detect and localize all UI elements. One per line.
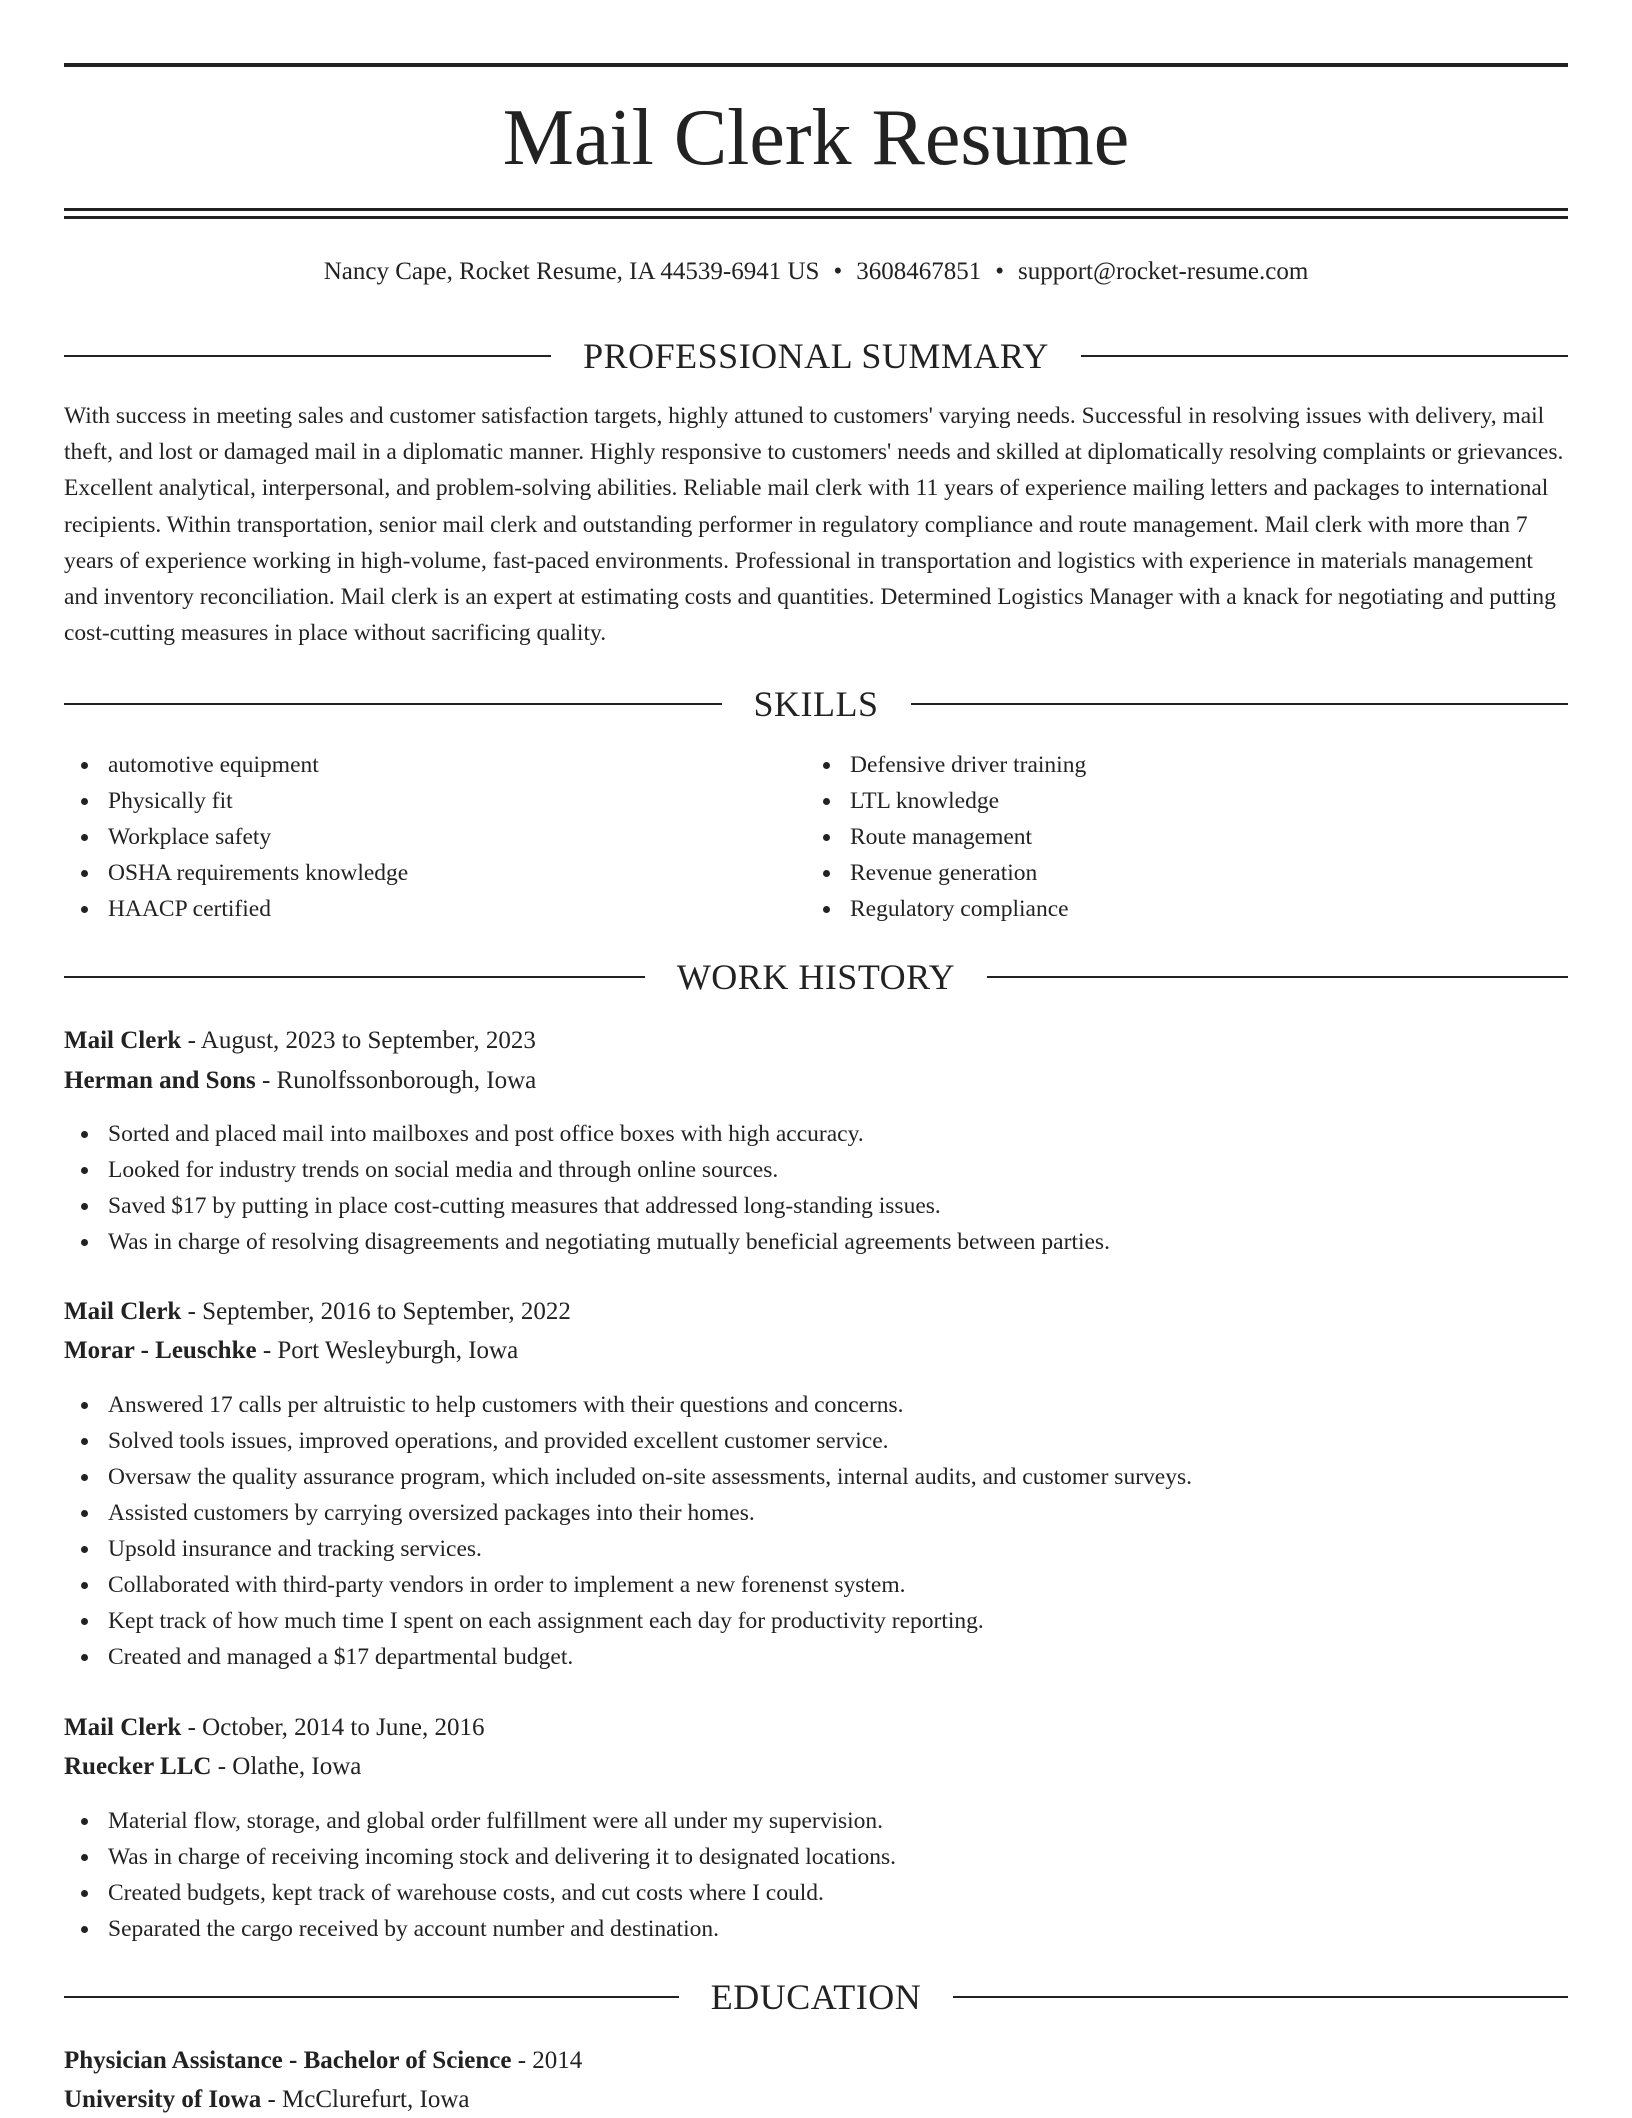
job-title: Mail Clerk (64, 1714, 182, 1741)
heading-rule-left (64, 703, 722, 705)
heading-rule-left (64, 1996, 679, 1998)
job-bullet: Was in charge of resolving disagreements and negotiating mutually beneficial agreements between parties. (64, 1224, 1568, 1260)
heading-rule-right (911, 703, 1569, 705)
contact-phone: 3608467851 (856, 258, 982, 285)
education-heading-label: EDUCATION (710, 1977, 922, 2017)
skill-item: Workplace safety (64, 819, 804, 855)
job-bullets (64, 1116, 1568, 1260)
job-bullets (64, 1803, 1568, 1947)
skills-list-left (64, 747, 804, 927)
education-degree-line (64, 2043, 582, 2079)
education-location: - McClurefurt, Iowa (261, 2086, 470, 2113)
job-bullet: Looked for industry trends on social media and through online sources. (64, 1152, 1568, 1188)
job-bullet: Kept track of how much time I spent on each assignment each day for productivity reporting. (64, 1603, 1568, 1639)
job-dates: - October, 2014 to June, 2016 (181, 1714, 485, 1741)
contact-separator: • (995, 258, 1004, 285)
heading-rule-left (64, 976, 645, 978)
job-bullet: Was in charge of receiving incoming stock and delivering it to designated locations. (64, 1839, 1568, 1875)
job-bullet: Created budgets, kept track of warehouse costs, and cut costs where I could. (64, 1875, 1568, 1911)
job-title-line (64, 1294, 571, 1330)
job-dates: - August, 2023 to September, 2023 (181, 1027, 536, 1054)
heading-rule-right (987, 976, 1568, 978)
job-bullet: Answered 17 calls per altruistic to help customers with their questions and concerns. (64, 1387, 1568, 1423)
education-heading (64, 1975, 1568, 2019)
job-title: Mail Clerk (64, 1027, 182, 1054)
work-history-heading-label: WORK HISTORY (676, 957, 956, 997)
job-title-line (64, 1023, 536, 1059)
job-location: - Port Wesleyburgh, Iowa (256, 1337, 519, 1364)
job-company-line (64, 1333, 518, 1369)
job-bullet: Upsold insurance and tracking services. (64, 1531, 1568, 1567)
heading-rule-right (953, 1996, 1568, 1998)
skill-item: HAACP certified (64, 891, 804, 927)
job-location: - Runolfssonborough, Iowa (255, 1067, 537, 1094)
skill-item: automotive equipment (64, 747, 804, 783)
resume-title: Mail Clerk Resume (502, 94, 1130, 182)
job-dates: - September, 2016 to September, 2022 (181, 1298, 571, 1325)
skill-item: Physically fit (64, 783, 804, 819)
job-bullet: Created and managed a $17 departmental budget. (64, 1639, 1568, 1675)
job-company: Herman and Sons (64, 1067, 256, 1094)
title-rule-upper (64, 208, 1568, 211)
job-bullet: Sorted and placed mail into mailboxes and post office boxes with high accuracy. (64, 1116, 1568, 1152)
skills-list-right (806, 747, 1546, 927)
contact-line (64, 254, 1568, 290)
skill-item: OSHA requirements knowledge (64, 855, 804, 891)
work-history-heading (64, 955, 1568, 999)
job-bullets (64, 1387, 1568, 1675)
job-bullet: Oversaw the quality assurance program, which included on-site assessments, internal audits, and customer surveys. (64, 1459, 1568, 1495)
skill-item: Regulatory compliance (806, 891, 1546, 927)
job-bullet: Saved $17 by putting in place cost-cutting measures that addressed long-standing issues. (64, 1188, 1568, 1224)
education-degree: Physician Assistance - Bachelor of Science (64, 2047, 512, 2074)
job-bullet: Assisted customers by carrying oversized packages into their homes. (64, 1495, 1568, 1531)
job-company: Morar - Leuschke (64, 1337, 257, 1364)
job-title-line (64, 1710, 484, 1746)
summary-heading (64, 334, 1568, 378)
education-school: University of Iowa (64, 2086, 262, 2113)
summary-heading-label: PROFESSIONAL SUMMARY (583, 336, 1049, 376)
heading-rule-left (64, 355, 551, 357)
title-rule-lower (64, 216, 1568, 219)
summary-text: With success in meeting sales and customer satisfaction targets, highly attuned to customers' varying needs. Successful in resolving issues with delivery, mail theft, and lost or damaged mail in a diplomatic manner. Highly responsive to customers' needs and skilled at diplomatically resolving complaints or grievances. Excellent analytical, interpersonal, and problem-solving abilities. Reliable mail clerk with 11 years of experience mailing letters and packages to international recipients. Within transportation, senior mail clerk and outstanding performer in regulatory compliance and route management. Mail clerk with more than 7 years of experience working in high-volume, fast-paced environments. Professional in transportation and logistics with experience in materials management and inventory reconciliation. Mail clerk is an expert at estimating costs and quantities. Determined Logistics Manager with a knack for negotiating and putting cost-cutting measures in place without sacrificing quality. (64, 403, 1564, 647)
contact-address: Nancy Cape, Rocket Resume, IA 44539-6941 US (323, 258, 820, 285)
skills-heading (64, 682, 1568, 726)
job-location: - Olathe, Iowa (211, 1753, 362, 1780)
job-company-line (64, 1063, 536, 1099)
contact-separator: • (833, 258, 843, 285)
skill-item: Revenue generation (806, 855, 1546, 891)
job-bullet: Material flow, storage, and global order fulfillment were all under my supervision. (64, 1803, 1568, 1839)
education-year: - 2014 (511, 2047, 583, 2074)
job-company-line (64, 1749, 361, 1785)
contact-email: support@rocket-resume.com (1018, 258, 1309, 285)
top-rule (64, 63, 1568, 67)
education-school-line (64, 2082, 469, 2118)
heading-rule-right (1081, 355, 1568, 357)
skill-item: Defensive driver training (806, 747, 1546, 783)
skill-item: Route management (806, 819, 1546, 855)
skill-item: LTL knowledge (806, 783, 1546, 819)
job-title: Mail Clerk (64, 1298, 182, 1325)
job-bullet: Separated the cargo received by account number and destination. (64, 1911, 1568, 1947)
skills-heading-label: SKILLS (753, 684, 879, 724)
job-company: Ruecker LLC (64, 1753, 212, 1780)
job-bullet: Solved tools issues, improved operations, and provided excellent customer service. (64, 1423, 1568, 1459)
job-bullet: Collaborated with third-party vendors in order to implement a new forenenst system. (64, 1567, 1568, 1603)
